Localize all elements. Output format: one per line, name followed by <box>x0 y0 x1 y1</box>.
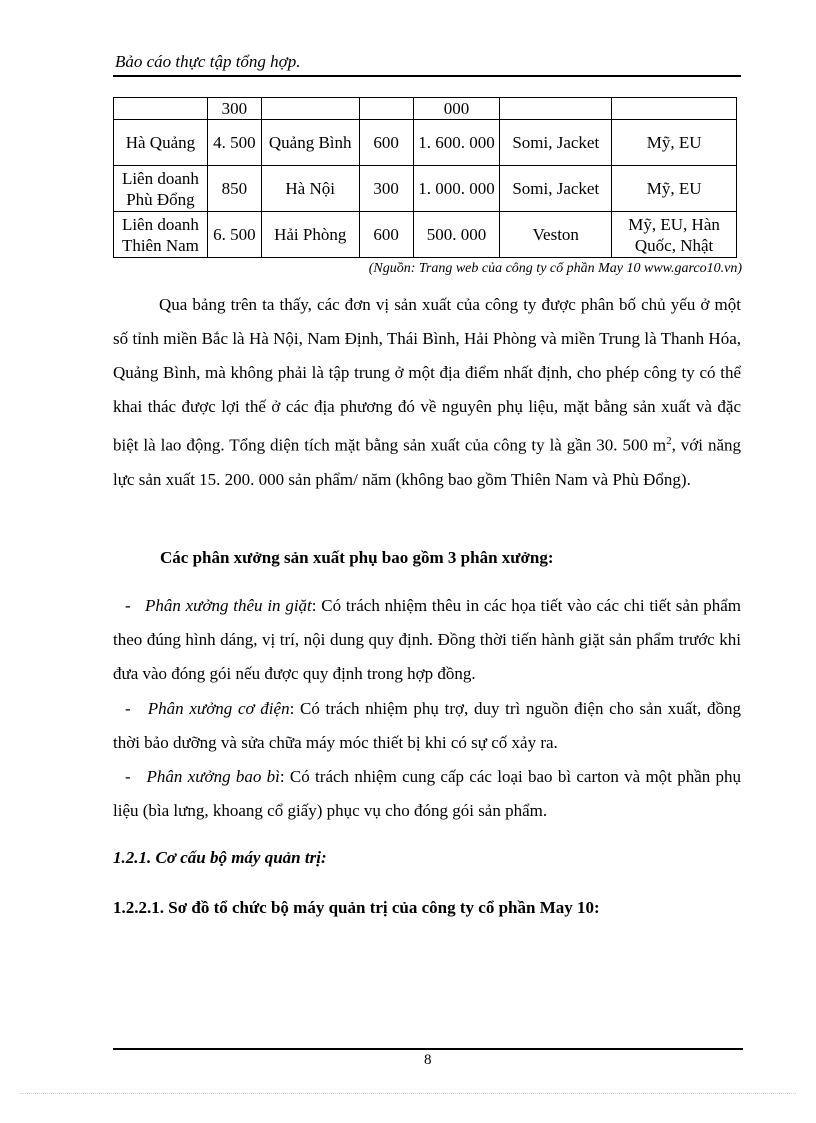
list-item <box>113 692 741 760</box>
workshop-name: Phân xưởng cơ điện <box>147 699 290 718</box>
table-cell: 600 <box>359 120 413 166</box>
table-cell <box>261 98 359 120</box>
table-cell: 850 <box>207 166 261 212</box>
table-cell: Veston <box>500 212 612 258</box>
page-edge-divider <box>20 1093 796 1094</box>
page-header <box>113 50 741 77</box>
table-cell <box>500 98 612 120</box>
table-cell: 300 <box>359 166 413 212</box>
workshop-name: Phân xưởng bao bì <box>146 767 280 786</box>
paragraph-distribution <box>113 288 741 497</box>
list-item <box>113 760 741 828</box>
section-heading: 1.2.1. Cơ cấu bộ máy quản trị: <box>113 848 327 867</box>
paragraph-text-tail: , với năng lực sản xuất 15. 200. 000 sản phẩm/ năm (không bao gồm Thiên Nam và Phù Đổng). <box>113 435 741 489</box>
table-cell: Hà Nội <box>261 166 359 212</box>
bullet-dash: - <box>125 699 131 718</box>
table-cell: 300 <box>207 98 261 120</box>
bullet-dash: - <box>125 767 131 786</box>
table-cell: Mỹ, EU, Hàn Quốc, Nhật <box>612 212 737 258</box>
superscript: 2 <box>666 435 672 447</box>
list-item <box>113 589 741 691</box>
table-cell: Mỹ, EU <box>612 120 737 166</box>
table-cell: Hải Phòng <box>261 212 359 258</box>
table-cell: Somi, Jacket <box>500 120 612 166</box>
table-cell: Somi, Jacket <box>500 166 612 212</box>
table-source-note: (Nguồn: Trang web của công ty cổ phần May 10 www.garco10.vn) <box>368 261 742 276</box>
page-number: 8 <box>424 1052 432 1068</box>
table-cell: Mỹ, EU <box>612 166 737 212</box>
table-cell: 500. 000 <box>413 212 500 258</box>
table-cell: Hà Quảng <box>114 120 208 166</box>
production-units-table <box>113 97 737 258</box>
table-cell: Quảng Bình <box>261 120 359 166</box>
table-cell: 6. 500 <box>207 212 261 258</box>
table-cell: Liên doanh Thiên Nam <box>114 212 208 258</box>
table-cell <box>114 98 208 120</box>
workshop-description: : Có trách nhiệm thêu in các họa tiết vào các chi tiết sản phẩm theo đúng hình dáng, vị trí, nội dung quy định. Đồng thời tiến hành giặt sản phẩm trước khi đưa vào đóng gói nếu được quy định trong hợp đồng. <box>113 596 742 683</box>
bullet-dash: - <box>125 596 131 615</box>
table-row <box>114 120 737 166</box>
table-cell <box>359 98 413 120</box>
table-cell <box>612 98 737 120</box>
workshop-description: : Có trách nhiệm cung cấp các loại bao bì carton và một phần phụ liệu (bìa lưng, khoang cổ giấy) phục vụ cho đóng gói sản phẩm. <box>113 767 742 820</box>
table-row <box>114 212 737 258</box>
workshop-description: : Có trách nhiệm phụ trợ, duy trì nguồn điện cho sản xuất, đồng thời bảo dưỡng và sửa chữa máy móc thiết bị khi có sự cố xảy ra. <box>113 699 741 752</box>
subsection-heading: 1.2.2.1. Sơ đồ tổ chức bộ máy quản trị của công ty cổ phần May 10: <box>113 898 600 917</box>
table-cell: 1. 600. 000 <box>413 120 500 166</box>
workshop-name: Phân xưởng thêu in giặt <box>144 596 312 615</box>
table-cell: Liên doanh Phù Đổng <box>114 166 208 212</box>
table-row <box>114 166 737 212</box>
workshops-heading: Các phân xưởng sản xuất phụ bao gồm 3 phân xưởng: <box>160 548 554 567</box>
table-cell: 600 <box>359 212 413 258</box>
paragraph-text: Qua bảng trên ta thấy, các đơn vị sản xuất của công ty được phân bố chủ yếu ở một số tỉnh miền Bắc là Hà Nội, Nam Định, Thái Bình, Hải Phòng và miền Trung là Thanh Hóa, Quảng Bình, mà không phải là tập trung ở một địa điểm nhất định, cho phép công ty có thể khai thác được lợi thế ở các địa phương đó về nguyên phụ liệu, mặt bằng sản xuất và đặc biệt là lao động. Tổng diện tích mặt bằng sản xuất của công ty là gần 30. 500 m <box>113 295 741 455</box>
footer-divider <box>113 1048 743 1050</box>
header-title: Bảo cáo thực tập tổng hợp. <box>115 52 301 71</box>
table-row <box>114 98 737 120</box>
table-cell: 1. 000. 000 <box>413 166 500 212</box>
table-cell: 4. 500 <box>207 120 261 166</box>
table-cell: 000 <box>413 98 500 120</box>
